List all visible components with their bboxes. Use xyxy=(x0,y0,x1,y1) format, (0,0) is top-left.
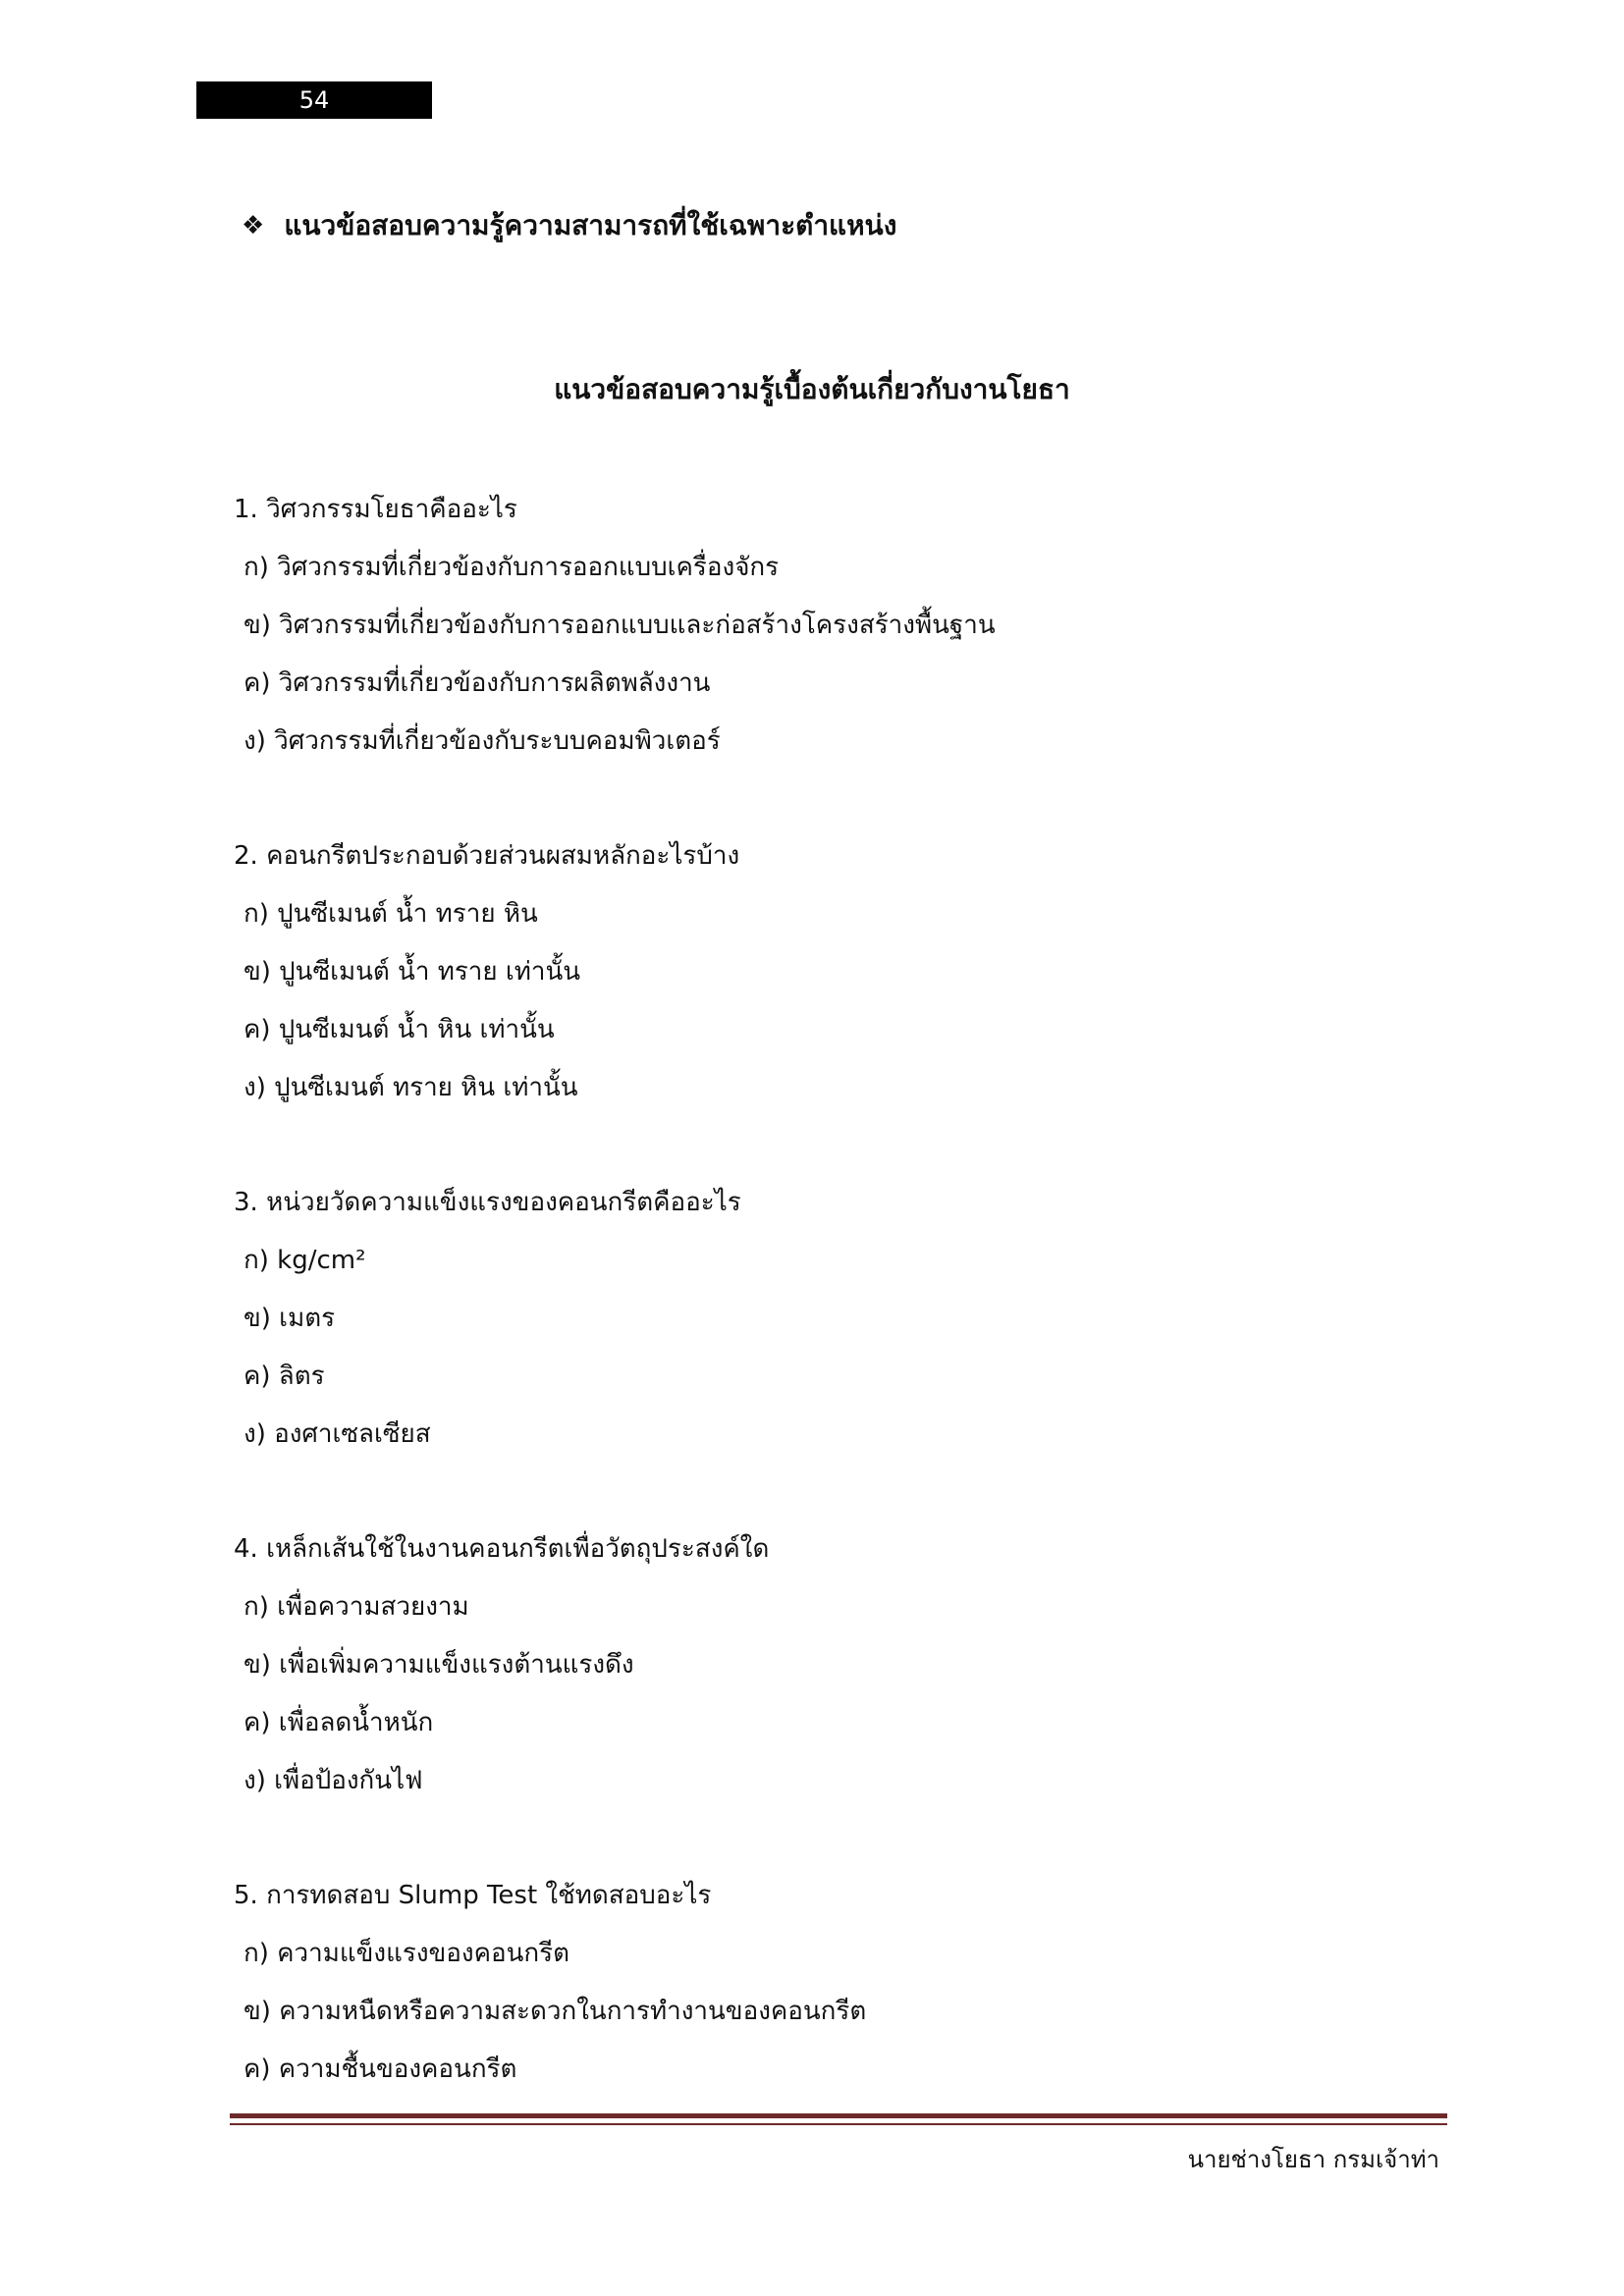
question-text: 5. การทดสอบ Slump Test ใช้ทดสอบอะไร xyxy=(234,1881,712,1910)
question-text: 4. เหล็กเส้นใช้ในงานคอนกรีตเพื่อวัตถุประสงค์ใด xyxy=(234,1534,770,1564)
answer-option: ข) ปูนซีเมนต์ น้ำ ทราย เท่านั้น xyxy=(244,957,581,987)
section-heading-text: แนวข้อสอบความรู้ความสามารถที่ใช้เฉพาะตำแหน่ง xyxy=(284,209,897,241)
answer-option: ง) เพื่อป้องกันไฟ xyxy=(244,1766,423,1795)
answer-option: ก) kg/cm² xyxy=(244,1246,366,1275)
answer-option: ค) เพื่อลดน้ำหนัก xyxy=(244,1708,434,1737)
question-2 xyxy=(234,828,1471,1117)
answer-option: ข) เมตร xyxy=(244,1304,336,1333)
answer-option: ก) ความแข็งแรงของคอนกรีต xyxy=(244,1939,569,1968)
answer-option: ง) องศาเซลเซียส xyxy=(244,1419,431,1449)
question-1 xyxy=(234,481,1471,771)
page-title: แนวข้อสอบความรู้เบื้องต้นเกี่ยวกับงานโยธา xyxy=(554,373,1070,405)
footer-text: นายช่างโยธา กรมเจ้าท่า xyxy=(1187,2146,1439,2173)
question-3 xyxy=(234,1174,1471,1464)
question-text: 2. คอนกรีตประกอบด้วยส่วนผสมหลักอะไรบ้าง xyxy=(234,841,740,871)
answer-option: ง) ปูนซีเมนต์ ทราย หิน เท่านั้น xyxy=(244,1073,578,1102)
section-heading xyxy=(242,204,896,247)
diamond-bullet-icon: ❖ xyxy=(242,211,265,240)
answer-option: ก) ปูนซีเมนต์ น้ำ ทราย หิน xyxy=(244,899,538,929)
answer-option: ค) วิศวกรรมที่เกี่ยวข้องกับการผลิตพลังงาน xyxy=(244,668,711,698)
answer-option: ข) วิศวกรรมที่เกี่ยวข้องกับการออกแบบและก่อสร้างโครงสร้างพื้นฐาน xyxy=(244,611,996,640)
question-text: 1. วิศวกรรมโยธาคืออะไร xyxy=(234,495,517,524)
question-list xyxy=(234,481,1471,2156)
footer-divider-thin xyxy=(230,2123,1447,2125)
answer-option: ค) ลิตร xyxy=(244,1362,325,1391)
page-number: 54 xyxy=(196,81,432,119)
answer-option: ข) ความหนืดหรือความสะดวกในการทำงานของคอนกรีต xyxy=(244,1997,867,2026)
answer-option: ก) เพื่อความสวยงาม xyxy=(244,1592,469,1622)
question-4 xyxy=(234,1521,1471,1810)
question-5 xyxy=(234,1867,1471,2099)
answer-option: ค) ปูนซีเมนต์ น้ำ หิน เท่านั้น xyxy=(244,1015,555,1044)
footer-divider xyxy=(230,2113,1447,2118)
answer-option: ข) เพื่อเพิ่มความแข็งแรงต้านแรงดึง xyxy=(244,1650,634,1680)
answer-option: ก) วิศวกรรมที่เกี่ยวข้องกับการออกแบบเครื่องจักร xyxy=(244,553,780,582)
answer-option: ค) ความชื้นของคอนกรีต xyxy=(244,2055,517,2084)
question-text: 3. หน่วยวัดความแข็งแรงของคอนกรีตคืออะไร xyxy=(234,1188,741,1217)
answer-option: ง) วิศวกรรมที่เกี่ยวข้องกับระบบคอมพิวเตอร์ xyxy=(244,726,721,756)
